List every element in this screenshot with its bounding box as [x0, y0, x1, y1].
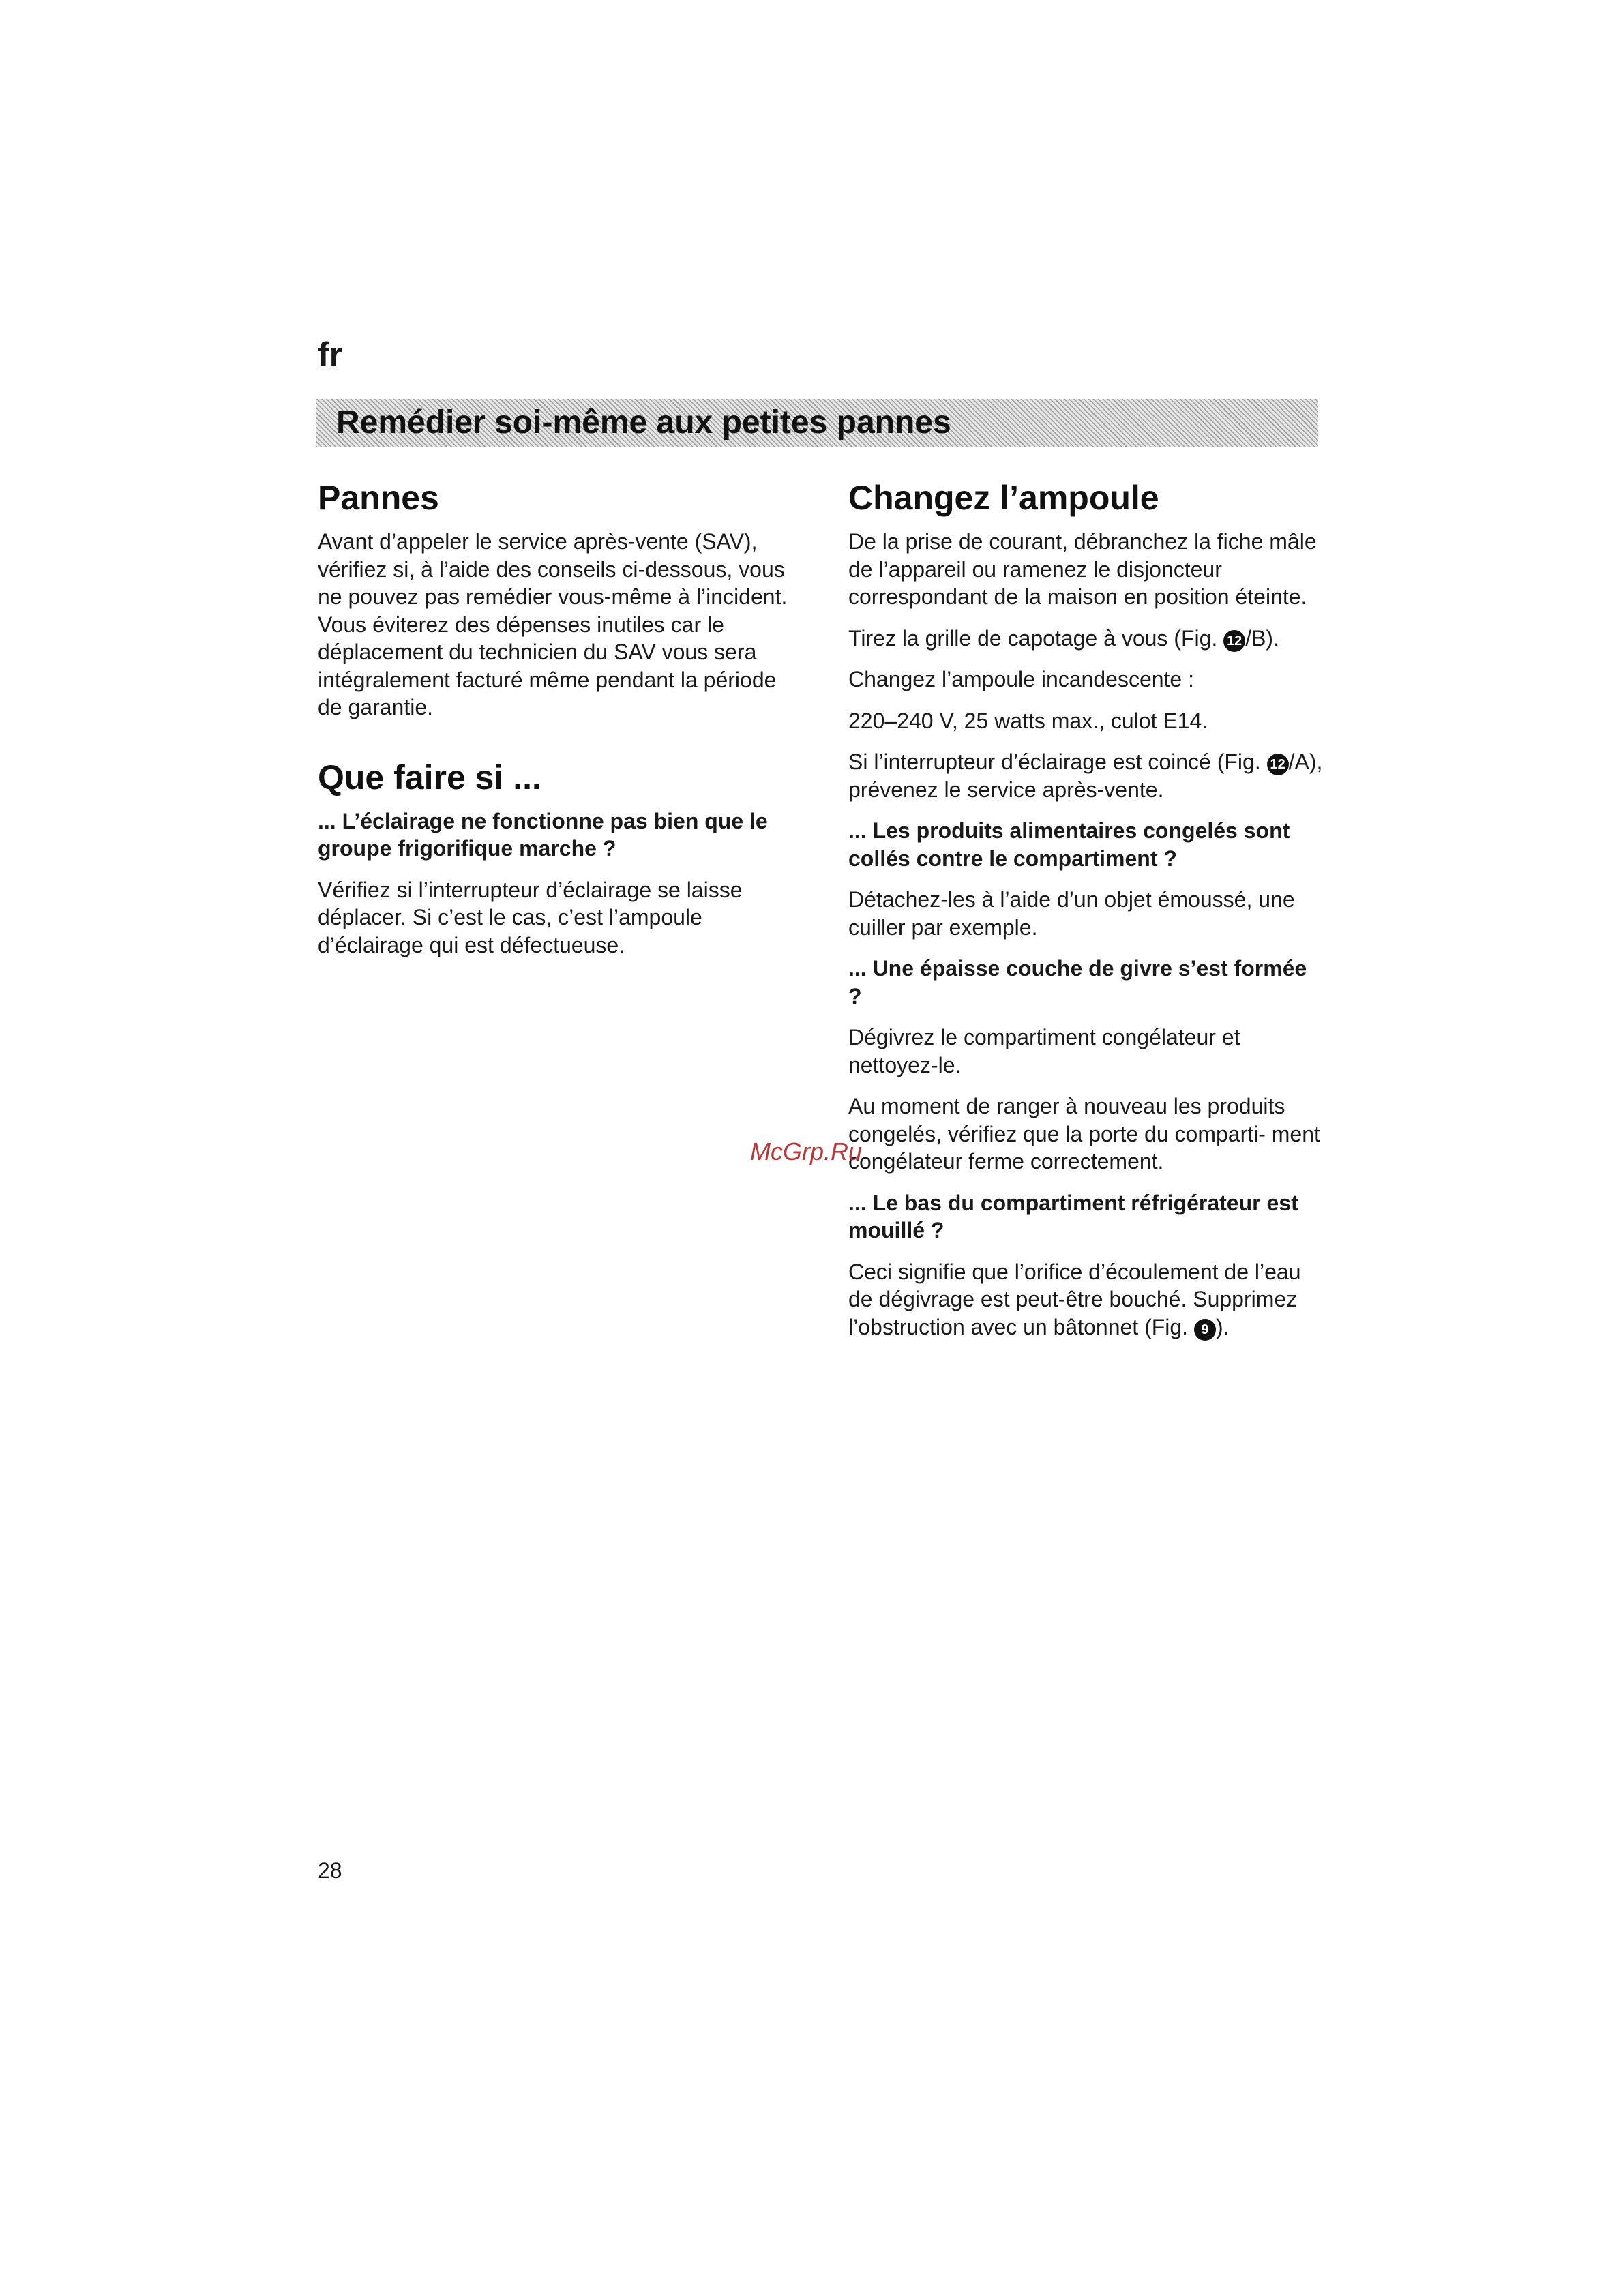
figure-9-marker: 9 [1194, 1319, 1216, 1341]
ampoule-step-change: Changez l’ampoule incandescente : [848, 667, 1194, 691]
grille-text-end: /B). [1245, 625, 1279, 651]
figure-12-marker: 12 [1223, 630, 1245, 652]
que-faire-heading: Que faire si ... [318, 758, 541, 796]
question-lighting: ... L’éclairage ne fonctionne pas bien que le groupe frigorifique marche ? [318, 808, 768, 861]
section-banner [316, 399, 1318, 447]
wet-text-end: ). [1215, 1314, 1230, 1339]
pannes-paragraph: Avant d’appeler le service après-vente (SAV), vérifiez si, à l’aide des conseils ci-dessous, vous ne pouvez pas remédier vous-même à l’incident. Vous éviterez des dépenses inutiles car le déplacement du technicien du SAV vous sera intégralement facturé même pendant la période de garantie. [318, 529, 788, 719]
language-code: fr [318, 336, 343, 374]
left-column [318, 477, 795, 972]
figure-12-marker: 12 [1267, 754, 1289, 775]
banner-title: Remédier soi-même aux petites pannes [336, 404, 951, 441]
grille-text-start: Tirez la grille de capotage à vous (Fig. [848, 625, 1224, 651]
answer-frost-layer-door: Au moment de ranger à nouveau les produits congelés, vérifiez que la porte du comparti- ment congélateur ferme correctement. [848, 1094, 1320, 1174]
ampoule-step-unplug: De la prise de courant, débranchez la fiche mâle de l’appareil ou ramenez le disjoncteur correspondant de la maison en position éteinte. [848, 529, 1317, 609]
switch-text-end: /A), prévenez le service après-vente. [848, 749, 1323, 802]
page-number: 28 [318, 1858, 342, 1883]
answer-wet-bottom [848, 1258, 1326, 1341]
question-wet-bottom: ... Le bas du compartiment réfrigérateur est mouillé ? [848, 1190, 1298, 1242]
switch-text-start: Si l’interrupteur d’éclairage est coincé (Fig. [848, 749, 1267, 774]
ampoule-spec: 220–240 V, 25 watts max., culot E14. [848, 708, 1208, 733]
watermark-text: McGrp.Ru [750, 1137, 863, 1165]
ampoule-heading: Changez l’ampoule [848, 479, 1159, 517]
ampoule-step-grille [848, 625, 1326, 653]
answer-lighting: Vérifiez si l’interrupteur d’éclairage se laisse déplacer. Si c’est le cas, c’est l’ampoule d’éclairage qui est défectueuse. [318, 877, 743, 957]
answer-frozen-stuck: Détachez-les à l’aide d’un objet émoussé, une cuiller par exemple. [848, 887, 1295, 940]
pannes-heading: Pannes [318, 479, 439, 517]
right-column [848, 477, 1326, 1354]
question-frost-layer: ... Une épaisse couche de givre s’est formée ? [848, 956, 1307, 1009]
answer-frost-layer: Dégivrez le compartiment congélateur et nettoyez-le. [848, 1025, 1240, 1077]
ampoule-switch-stuck [848, 748, 1326, 803]
question-frozen-stuck: ... Les produits alimentaires congelés sont collés contre le compartiment ? [848, 818, 1290, 871]
wet-text-start: Ceci signifie que l’orifice d’écoulement de l’eau de dégivrage est peut-être bouché. Supprimez l’obstruction avec un bâtonnet (Fig. [848, 1259, 1301, 1339]
